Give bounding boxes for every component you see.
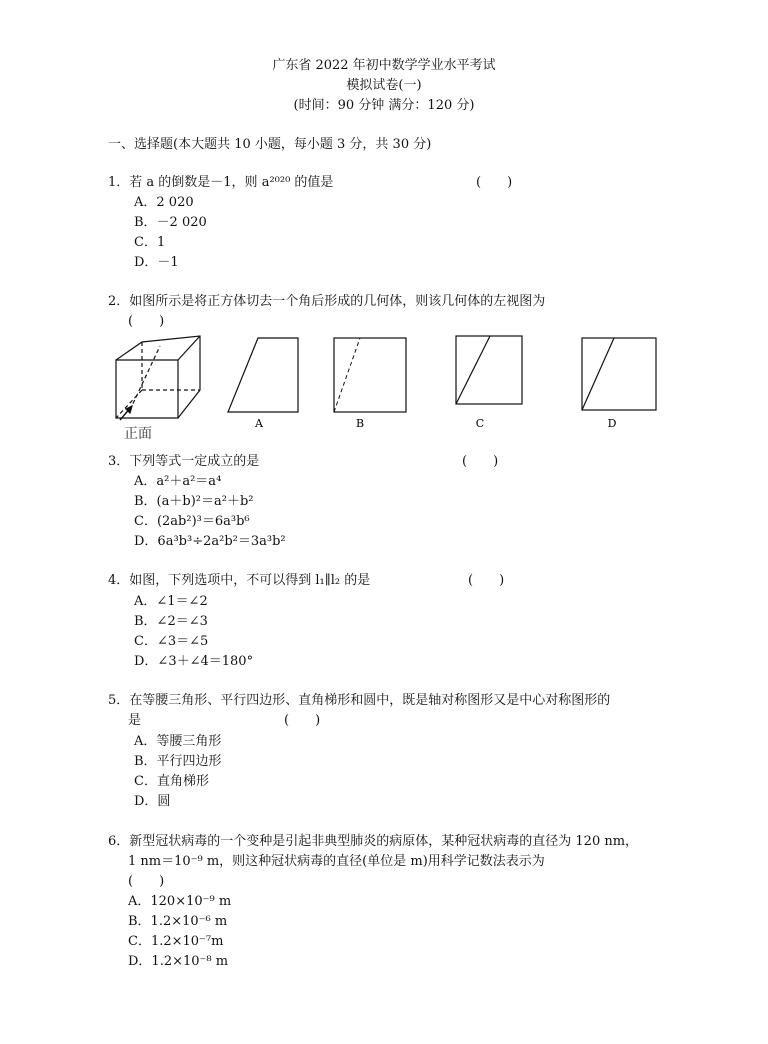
q5-bracket: ( ) [284, 713, 321, 728]
q1-stem: 1．若 a 的倒数是－1，则 a²⁰²⁰ 的值是 [108, 175, 334, 190]
q3-option-b: B．(a＋b)²＝a²＋b² [134, 494, 254, 509]
q3-stem: 3．下列等式一定成立的是 [108, 454, 260, 469]
q1-option-a: A．2 020 [134, 195, 194, 210]
q3-bracket: ( ) [462, 454, 499, 469]
q2-figure [108, 334, 668, 446]
view-d-shape [582, 338, 656, 410]
q6-stem: 6．新型冠状病毒的一个变种是引起非典型肺炎的病原体，某种冠状病毒的直径为 120 nm， [108, 834, 639, 849]
q6-option-c: C．1.2×10⁻⁷m [128, 934, 224, 949]
q5-option-b: B．平行四边形 [134, 754, 222, 769]
view-a-shape [228, 338, 298, 412]
q5-stem-continued: 是 [128, 713, 142, 728]
view-c-label: C [475, 417, 485, 430]
view-c-solid-line [456, 336, 490, 404]
exam-subtitle: 模拟试卷(一) [346, 78, 422, 93]
q5-option-d: D．圆 [134, 794, 171, 809]
q5-option-a: A．等腰三角形 [134, 734, 222, 749]
section-heading: 一、选择题(本大题共 10 小题，每小题 3 分，共 30 分) [108, 137, 432, 152]
q4-stem: 4．如图，下列选项中，不可以得到 l₁∥l₂ 的是 [108, 573, 371, 588]
q5-option-c: C．直角梯形 [134, 774, 209, 789]
exam-title: 广东省 2022 年初中数学学业水平考试 [272, 58, 496, 73]
q6-bracket: ( ) [128, 874, 165, 889]
q1-option-b: B．－2 020 [134, 215, 207, 230]
view-d-solid-line [582, 338, 614, 410]
q5-stem: 5．在等腰三角形、平行四边形、直角梯形和圆中，既是轴对称图形又是中心对称图形的 [108, 693, 611, 708]
view-b-label: B [355, 417, 365, 430]
q1-option-c: C．1 [134, 235, 166, 250]
q2-bracket: ( ) [128, 314, 165, 329]
q4-bracket: ( ) [468, 573, 505, 588]
q2-figure-caption: 正面 [124, 426, 152, 442]
q6-option-b: B．1.2×10⁻⁶ m [128, 914, 228, 929]
q6-option-a: A．120×10⁻⁹ m [128, 894, 232, 909]
q4-option-d: D．∠3＋∠4＝180° [134, 654, 254, 669]
view-b-dashed-line [334, 338, 360, 412]
q2-figure-svg [108, 334, 668, 446]
q1-option-d: D．－1 [134, 255, 179, 270]
q6-stem-continued: 1 nm＝10⁻⁹ m，则这种冠状病毒的直径(单位是 m)用科学记数法表示为 [128, 854, 545, 869]
q1-bracket: ( ) [476, 175, 513, 190]
q3-option-d: D．6a³b³÷2a²b²＝3a³b² [134, 534, 286, 549]
q4-option-a: A．∠1＝∠2 [134, 594, 208, 609]
view-d-label: D [607, 417, 617, 430]
view-b-shape [334, 338, 406, 412]
q2-stem: 2．如图所示是将正方体切去一个角后形成的几何体，则该几何体的左视图为 [108, 294, 546, 309]
q4-option-b: B．∠2＝∠3 [134, 614, 208, 629]
q6-option-d: D．1.2×10⁻⁸ m [128, 954, 229, 969]
exam-meta: (时间：90 分钟 满分：120 分) [293, 98, 475, 113]
q3-option-a: A．a²＋a²＝a⁴ [134, 474, 222, 489]
view-c-shape [456, 336, 522, 404]
q4-option-c: C．∠3＝∠5 [134, 634, 209, 649]
cube-figure [116, 336, 200, 420]
view-a-label: A [255, 417, 263, 430]
q3-option-c: C．(2ab²)³＝6a³b⁶ [134, 514, 250, 529]
